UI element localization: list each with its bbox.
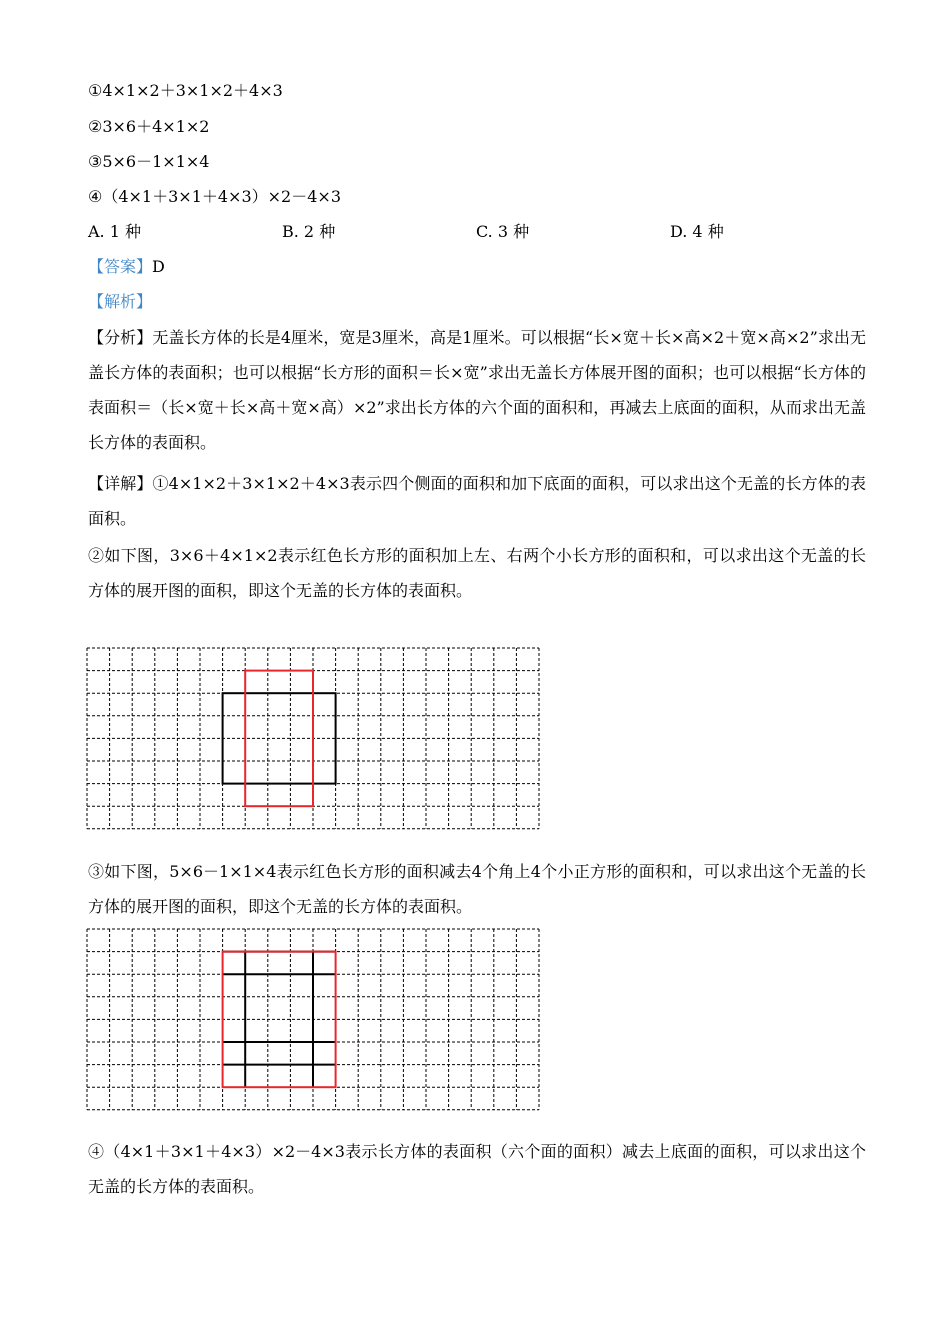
answer-value: D [152, 257, 165, 276]
formula-3: ③5×6－1×1×4 [88, 152, 210, 171]
detail-label: 【详解】 [88, 474, 153, 493]
analysis-label: 【分析】 [88, 328, 153, 347]
formula-1: ①4×1×2＋3×1×2＋4×3 [88, 81, 283, 100]
analysis-tag: 【解析】 [88, 292, 153, 311]
formula-4: ④（4×1＋3×1＋4×3）×2－4×3 [88, 187, 341, 206]
option-c: C. 3 种 [476, 222, 530, 241]
detail-paragraph-2: ②如下图，3×6＋4×1×2表示红色长方形的面积加上左、右两个小长方形的面积和，可以求出这个无盖的长方体的展开图的面积，即这个无盖的长方体的表面积。 [88, 546, 866, 600]
net-diagram-1 [86, 647, 541, 831]
analysis-paragraph [88, 320, 866, 460]
net-diagram-2 [86, 928, 541, 1112]
formula-2: ②3×6＋4×1×2 [88, 117, 210, 136]
answer-line [88, 256, 165, 278]
detail-paragraph-3: ③如下图，5×6－1×1×4表示红色长方形的面积减去4个角上4个小正方形的面积和，可以求出这个无盖的长方体的展开图的面积，即这个无盖的长方体的表面积。 [88, 862, 866, 916]
option-a: A. 1 种 [88, 222, 141, 241]
answer-tag: 【答案】 [88, 257, 153, 276]
option-b: B. 2 种 [282, 222, 336, 241]
option-d: D. 4 种 [670, 222, 724, 241]
analysis-text: 无盖长方体的长是4厘米，宽是3厘米，高是1厘米。可以根据“长×宽＋长×高×2＋宽×高×2”求出无盖长方体的表面积；也可以根据“长方形的面积＝长×宽”求出无盖长方体展开图的面积；也可以根据“长方体的表面积＝（长×宽＋长×高＋宽×高）×2”求出长方体的六个面的面积和，再减去上底面的面积，从而求出无盖长方体的表面积。 [88, 328, 866, 452]
detail-paragraph-4: ④（4×1＋3×1＋4×3）×2－4×3表示长方体的表面积（六个面的面积）减去上底面的面积，可以求出这个无盖的长方体的表面积。 [88, 1142, 866, 1196]
detail-paragraph-1 [88, 466, 866, 536]
detail-text-1: ①4×1×2＋3×1×2＋4×3表示四个侧面的面积和加下底面的面积，可以求出这个无盖的长方体的表面积。 [88, 474, 866, 528]
